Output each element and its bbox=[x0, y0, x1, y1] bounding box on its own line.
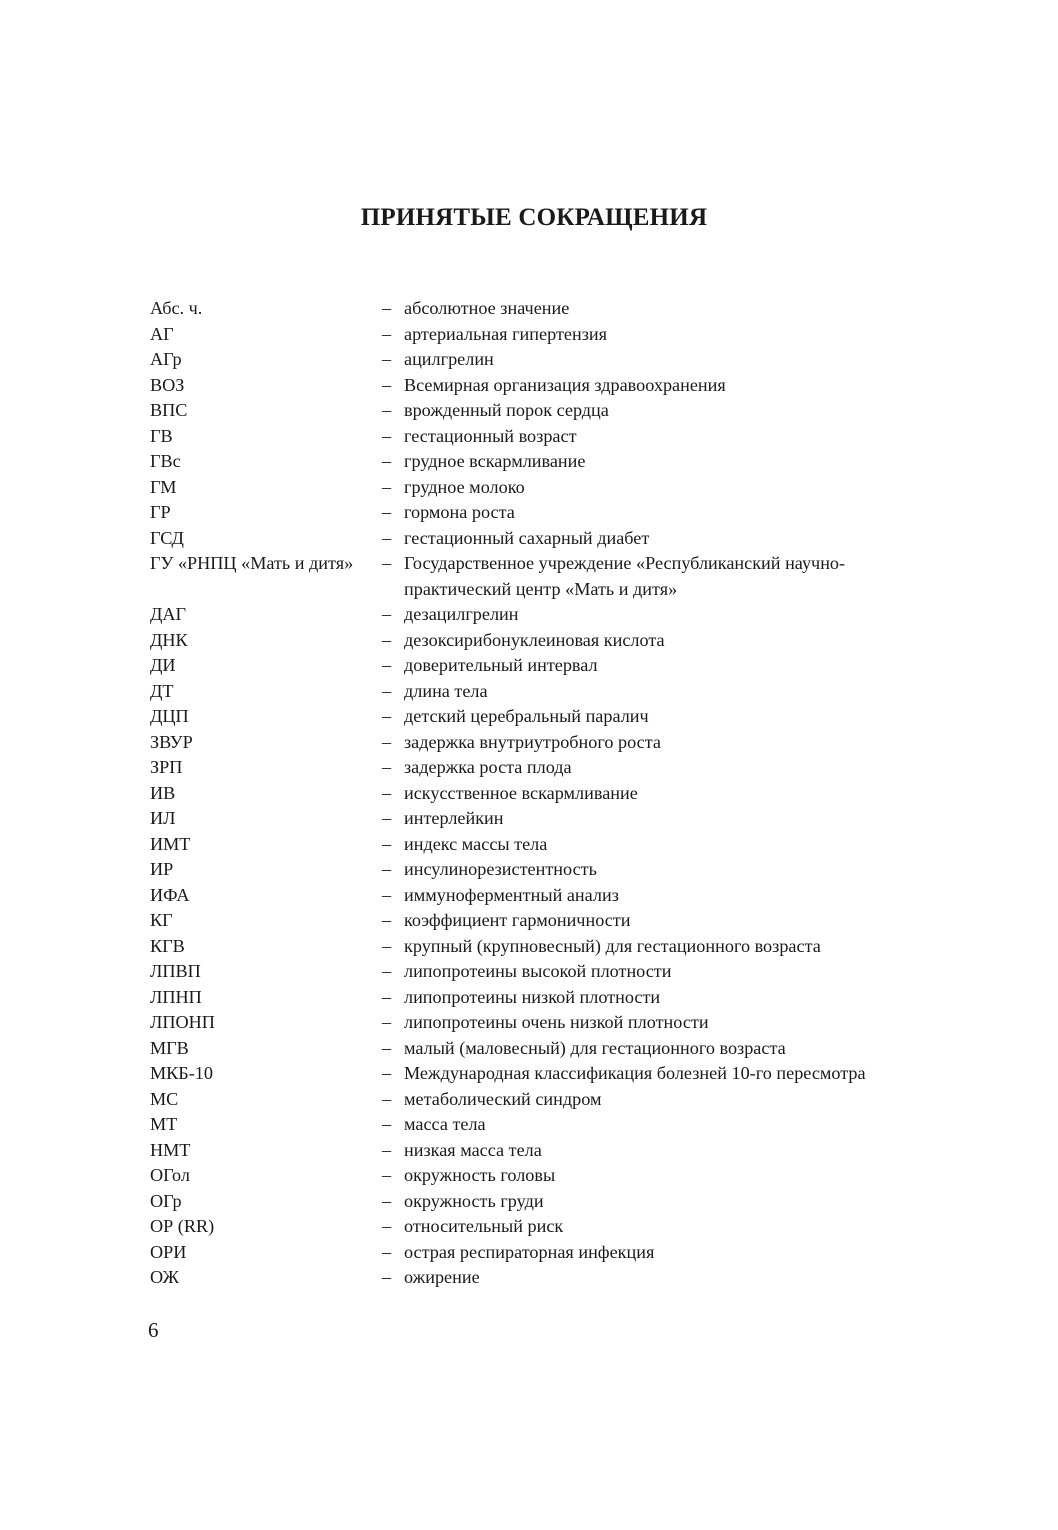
abbreviation-term: ОР (RR) bbox=[150, 1216, 215, 1236]
abbreviation-term: ЛПОНП bbox=[150, 1012, 215, 1032]
abbreviation-definition: малый (маловесный) для гестационного возраста bbox=[404, 1037, 786, 1058]
separator-dash: – bbox=[382, 1012, 392, 1032]
abbreviation-row bbox=[150, 1189, 930, 1215]
abbreviation-term: ДТ bbox=[150, 680, 174, 701]
abbreviation-definition: задержка роста плода bbox=[404, 757, 572, 777]
abbreviation-row bbox=[150, 755, 930, 781]
separator-dash: – bbox=[382, 655, 392, 675]
abbreviation-row bbox=[150, 1036, 930, 1062]
abbreviation-row bbox=[150, 959, 930, 985]
abbreviation-row bbox=[150, 1061, 930, 1087]
abbreviation-row bbox=[150, 500, 930, 526]
abbreviation-term: ДЦП bbox=[150, 706, 189, 726]
abbreviation-term: ИВ bbox=[150, 782, 176, 803]
abbreviation-definition: низкая масса тела bbox=[404, 1139, 542, 1160]
abbreviation-row bbox=[150, 679, 930, 705]
separator-dash: – bbox=[382, 1088, 392, 1109]
abbreviation-row bbox=[150, 908, 930, 934]
abbreviation-row bbox=[150, 373, 930, 399]
separator-dash: – bbox=[382, 400, 392, 420]
abbreviation-row bbox=[150, 883, 930, 909]
abbreviation-term: ОГол bbox=[150, 1165, 190, 1185]
abbreviation-definition: искусственное вскармливание bbox=[404, 782, 638, 803]
abbreviation-definition: гормона роста bbox=[404, 502, 515, 522]
abbreviation-definition: метаболический синдром bbox=[404, 1088, 602, 1109]
abbreviation-term: МГВ bbox=[150, 1037, 189, 1058]
abbreviation-definition: липопротеины низкой плотности bbox=[404, 986, 661, 1007]
separator-dash: – bbox=[382, 629, 392, 650]
abbreviation-term: ИР bbox=[150, 859, 174, 879]
abbreviation-term: ОГр bbox=[150, 1190, 182, 1211]
abbreviation-term: ОЖ bbox=[150, 1267, 179, 1287]
abbreviation-row bbox=[150, 1138, 930, 1164]
page-number: 6 bbox=[148, 1318, 159, 1342]
separator-dash: – bbox=[382, 808, 392, 828]
abbreviation-term: МТ bbox=[150, 1114, 178, 1134]
abbreviation-definition: доверительный интервал bbox=[404, 655, 598, 675]
abbreviation-row bbox=[150, 1240, 930, 1266]
separator-dash: – bbox=[382, 1216, 392, 1236]
abbreviation-definition: гестационный возраст bbox=[404, 425, 577, 446]
abbreviation-definition: инсулинорезистентность bbox=[404, 859, 597, 879]
abbreviation-row bbox=[150, 322, 930, 348]
abbreviation-term: ГВс bbox=[150, 451, 181, 471]
separator-dash: – bbox=[382, 451, 392, 471]
abbreviation-definition: индекс массы тела bbox=[404, 833, 548, 854]
abbreviation-row bbox=[150, 806, 930, 832]
abbreviation-definition: грудное вскармливание bbox=[404, 451, 586, 471]
abbreviation-term: ИМТ bbox=[150, 833, 191, 854]
abbreviation-definition: ацилгрелин bbox=[404, 349, 494, 369]
abbreviation-row bbox=[150, 398, 930, 424]
abbreviation-definition: коэффициент гармоничности bbox=[404, 910, 631, 930]
abbreviation-definition: острая респираторная инфекция bbox=[404, 1241, 655, 1262]
separator-dash: – bbox=[382, 1114, 392, 1134]
abbreviation-definition: ожирение bbox=[404, 1267, 480, 1287]
separator-dash: – bbox=[382, 374, 392, 395]
separator-dash: – bbox=[382, 884, 392, 905]
abbreviation-term: ГР bbox=[150, 502, 171, 522]
separator-dash: – bbox=[382, 706, 392, 726]
abbreviation-term: КГВ bbox=[150, 935, 185, 956]
abbreviation-row bbox=[150, 857, 930, 883]
abbreviation-row bbox=[150, 653, 930, 679]
abbreviation-term: КГ bbox=[150, 910, 173, 930]
separator-dash: – bbox=[382, 553, 392, 573]
separator-dash: – bbox=[382, 1063, 392, 1083]
abbreviation-term: ВОЗ bbox=[150, 374, 185, 395]
abbreviation-definition: окружность груди bbox=[404, 1190, 544, 1211]
abbreviation-term: ГВ bbox=[150, 425, 173, 446]
separator-dash: – bbox=[382, 604, 392, 624]
abbreviation-definition: длина тела bbox=[404, 680, 488, 701]
abbreviation-definition: дезоксирибонуклеиновая кислота bbox=[404, 629, 665, 650]
separator-dash: – bbox=[382, 910, 392, 930]
abbreviation-list bbox=[150, 296, 930, 1291]
separator-dash: – bbox=[382, 833, 392, 854]
abbreviation-row bbox=[150, 832, 930, 858]
abbreviation-row bbox=[150, 1087, 930, 1113]
abbreviation-row bbox=[150, 730, 930, 756]
abbreviation-term: ЛПВП bbox=[150, 961, 201, 981]
abbreviation-definition: Всемирная организация здравоохранения bbox=[404, 374, 726, 395]
abbreviation-term: ОРИ bbox=[150, 1241, 187, 1262]
abbreviation-definition: гестационный сахарный диабет bbox=[404, 527, 650, 548]
abbreviation-definition: абсолютное значение bbox=[404, 298, 570, 318]
separator-dash: – bbox=[382, 961, 392, 981]
abbreviation-term: Абс. ч. bbox=[150, 298, 203, 318]
separator-dash: – bbox=[382, 1190, 392, 1211]
abbreviation-term: ДНК bbox=[150, 629, 188, 650]
abbreviation-definition: артериальная гипертензия bbox=[404, 323, 607, 344]
abbreviation-definition: крупный (крупновесный) для гестационного возраста bbox=[404, 935, 821, 956]
separator-dash: – bbox=[382, 476, 392, 497]
abbreviation-definition: иммуноферментный анализ bbox=[404, 884, 619, 905]
abbreviation-row bbox=[150, 424, 930, 450]
abbreviation-term: ГМ bbox=[150, 476, 177, 497]
separator-dash: – bbox=[382, 935, 392, 956]
abbreviation-term: ДАГ bbox=[150, 604, 187, 624]
page-title: ПРИНЯТЫЕ СОКРАЩЕНИЯ bbox=[360, 204, 708, 231]
abbreviation-row bbox=[150, 704, 930, 730]
abbreviation-row bbox=[150, 475, 930, 501]
abbreviation-definition: масса тела bbox=[404, 1114, 486, 1134]
abbreviation-row bbox=[150, 296, 930, 322]
separator-dash: – bbox=[382, 527, 392, 548]
abbreviation-row bbox=[150, 449, 930, 475]
abbreviation-term: ЗВУР bbox=[150, 731, 193, 752]
abbreviation-term: ВПС bbox=[150, 400, 188, 420]
abbreviation-term: АГ bbox=[150, 323, 174, 344]
abbreviation-definition: дезацилгрелин bbox=[404, 604, 519, 624]
abbreviation-term: ГСД bbox=[150, 527, 184, 548]
separator-dash: – bbox=[382, 1165, 392, 1185]
abbreviation-row bbox=[150, 1112, 930, 1138]
abbreviation-row bbox=[150, 985, 930, 1011]
abbreviation-definition: Международная классификация болезней 10-го пересмотра bbox=[404, 1063, 866, 1083]
abbreviation-row bbox=[150, 602, 930, 628]
abbreviation-row bbox=[150, 628, 930, 654]
abbreviation-definition: задержка внутриутробного роста bbox=[404, 731, 661, 752]
separator-dash: – bbox=[382, 986, 392, 1007]
abbreviation-definition: Государственное учреждение «Республиканский научно-практический центр «Мать и дитя» bbox=[404, 553, 846, 599]
abbreviation-row bbox=[150, 1265, 930, 1291]
abbreviation-definition: грудное молоко bbox=[404, 476, 525, 497]
abbreviation-term: ГУ «РНПЦ «Мать и дитя» bbox=[150, 553, 354, 573]
abbreviation-row bbox=[150, 934, 930, 960]
abbreviation-term: ДИ bbox=[150, 655, 176, 675]
abbreviation-row bbox=[150, 551, 930, 602]
separator-dash: – bbox=[382, 425, 392, 446]
abbreviation-definition: врожденный порок сердца bbox=[404, 400, 609, 420]
separator-dash: – bbox=[382, 298, 392, 318]
abbreviation-row bbox=[150, 781, 930, 807]
abbreviation-definition: интерлейкин bbox=[404, 808, 504, 828]
separator-dash: – bbox=[382, 757, 392, 777]
abbreviation-term: МКБ-10 bbox=[150, 1063, 213, 1083]
separator-dash: – bbox=[382, 502, 392, 522]
abbreviation-term: ЛПНП bbox=[150, 986, 202, 1007]
separator-dash: – bbox=[382, 859, 392, 879]
separator-dash: – bbox=[382, 323, 392, 344]
separator-dash: – bbox=[382, 349, 392, 369]
abbreviation-term: ИЛ bbox=[150, 808, 176, 828]
separator-dash: – bbox=[382, 1037, 392, 1058]
abbreviation-row bbox=[150, 526, 930, 552]
separator-dash: – bbox=[382, 1241, 392, 1262]
separator-dash: – bbox=[382, 1139, 392, 1160]
separator-dash: – bbox=[382, 782, 392, 803]
abbreviation-definition: относительный риск bbox=[404, 1216, 564, 1236]
abbreviation-row bbox=[150, 1010, 930, 1036]
abbreviation-row bbox=[150, 1214, 930, 1240]
abbreviation-term: ЗРП bbox=[150, 757, 183, 777]
abbreviation-definition: липопротеины очень низкой плотности bbox=[404, 1012, 709, 1032]
abbreviation-definition: окружность головы bbox=[404, 1165, 556, 1185]
separator-dash: – bbox=[382, 1267, 392, 1287]
abbreviation-term: ИФА bbox=[150, 884, 190, 905]
separator-dash: – bbox=[382, 680, 392, 701]
separator-dash: – bbox=[382, 731, 392, 752]
abbreviation-row bbox=[150, 1163, 930, 1189]
abbreviation-definition: липопротеины высокой плотности bbox=[404, 961, 672, 981]
abbreviation-term: НМТ bbox=[150, 1139, 191, 1160]
abbreviation-term: АГр bbox=[150, 349, 182, 369]
abbreviation-definition: детский церебральный паралич bbox=[404, 706, 649, 726]
abbreviation-row bbox=[150, 347, 930, 373]
abbreviation-term: МС bbox=[150, 1088, 179, 1109]
